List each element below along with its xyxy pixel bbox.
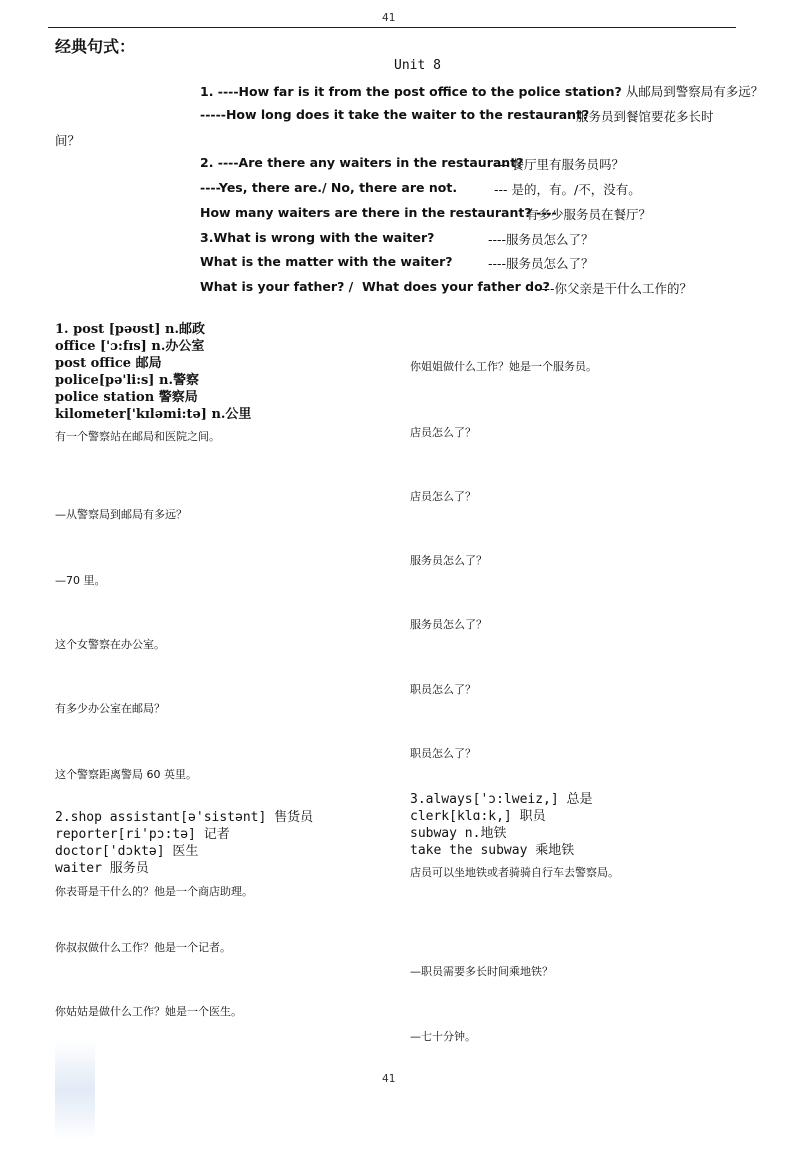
left-exercise-2: 你表哥是干什么的？他是一个商店助理。 — [55, 885, 253, 898]
left-exercise: 这个警察距离警局 60 英里。 — [55, 768, 197, 781]
sentence-1b — [200, 107, 589, 122]
sentence-1b-cont: 间？ — [55, 133, 81, 148]
sentence-1a-en: 1. ----How far is it from the post office to the police station? — [200, 84, 622, 99]
right-exercise: 店员怎么了？ — [410, 426, 476, 439]
sentence-3b-en: What is the matter with the waiter? — [200, 254, 453, 269]
scan-smudge — [55, 1040, 95, 1140]
left-exercise: —从警察局到邮局有多远？ — [55, 508, 187, 521]
right-exercise-2: —七十分钟。 — [410, 1030, 476, 1043]
sentence-3a-cn: ----服务员怎么了？ — [488, 232, 594, 247]
vocab-item: police station 警察局 — [55, 390, 198, 405]
sentence-2c-en: How many waiters are there in the restaurant? ---- — [200, 205, 557, 220]
sentence-1b-cn: 服务员到餐馆要花多长时 — [576, 109, 714, 124]
sentence-2b-en: ----Yes, there are./ No, there are not. — [200, 180, 458, 195]
left-exercise: —70 里。 — [55, 574, 106, 587]
sentence-1a-cn: 从邮局到警察局有多远？ — [625, 84, 764, 99]
vocab-item: doctor['dɔktə] 医生 — [55, 844, 199, 859]
right-exercise-2: —职员需要多长时间乘地铁？ — [410, 965, 553, 978]
vocab-block-1 — [55, 321, 251, 423]
sentence-2c-cn: 有多少服务员在餐厅？ — [526, 207, 652, 222]
right-exercise: 你姐姐做什么工作？她是一个服务员。 — [410, 360, 597, 373]
vocab-item: 3.always['ɔ:lweiz,] 总是 — [410, 792, 593, 807]
vocab-item: kilometer['kɪləmi:tə] n.公里 — [55, 407, 252, 422]
left-exercise-2: 你姑姑是做什么工作？她是一个医生。 — [55, 1005, 242, 1018]
left-exercise-2: 你叔叔做什么工作？他是一个记者。 — [55, 941, 231, 954]
sentence-2a-cn: --- 餐厅里有服务员吗？ — [494, 157, 625, 172]
vocab-item: 2.shop assistant[ə'sistənt] 售货员 — [55, 810, 314, 825]
page-number-top: 41 — [382, 11, 396, 24]
right-exercise: 服务员怎么了？ — [410, 618, 487, 631]
vocab-item: clerk[klɑ:k,] 职员 — [410, 809, 546, 824]
sentence-1a — [200, 82, 763, 100]
sentence-3a-en: 3.What is wrong with the waiter? — [200, 230, 435, 245]
right-exercise: 服务员怎么了？ — [410, 554, 487, 567]
page-number-bottom: 41 — [382, 1072, 396, 1085]
vocab-item: post office 邮局 — [55, 356, 162, 371]
unit-title: Unit 8 — [394, 58, 441, 73]
sentence-1b-en: -----How long does it take the waiter to the restaurant? — [200, 107, 590, 122]
sentence-2a-en: 2. ----Are there any waiters in the restaurant? — [200, 155, 524, 170]
sentence-2b-cn: --- 是的，有。/不，没有。 — [494, 182, 641, 197]
right-exercise: 职员怎么了？ — [410, 683, 476, 696]
vocab-item: office ['ɔ:fɪs] n.办公室 — [55, 339, 205, 354]
sentence-4a-en: What is your father? / — [200, 279, 354, 294]
sentence-4 — [200, 279, 353, 294]
vocab-item: reporter[ri'pɔ:tə] 记者 — [55, 827, 230, 842]
left-exercise: 这个女警察在办公室。 — [55, 638, 165, 651]
right-exercise: 店员怎么了？ — [410, 490, 476, 503]
vocab-item: subway n.地铁 — [410, 826, 507, 841]
vocab-block-2 — [55, 809, 313, 877]
vocab-item: police[pə'li:s] n.警察 — [55, 373, 199, 388]
vocab-block-3 — [410, 791, 593, 859]
vocab-item: 1. post [pəʊst] n.邮政 — [55, 322, 206, 337]
sentence-3b-cn: ----服务员怎么了？ — [488, 256, 594, 271]
vocab-item: take the subway 乘地铁 — [410, 843, 575, 858]
vocab-item: waiter 服务员 — [55, 861, 149, 876]
left-exercise: 有多少办公室在邮局？ — [55, 702, 165, 715]
right-exercise-2: 店员可以坐地铁或者骑骑自行车去警察局。 — [410, 866, 619, 879]
section-heading: 经典句式： — [55, 37, 136, 56]
sentence-4b-en: What does your father do? — [362, 279, 550, 294]
sentence-4-cn: ---你父亲是干什么工作的？ — [541, 281, 693, 296]
right-exercise: 职员怎么了？ — [410, 747, 476, 760]
header-rule — [48, 27, 736, 28]
left-exercise: 有一个警察站在邮局和医院之间。 — [55, 430, 220, 443]
